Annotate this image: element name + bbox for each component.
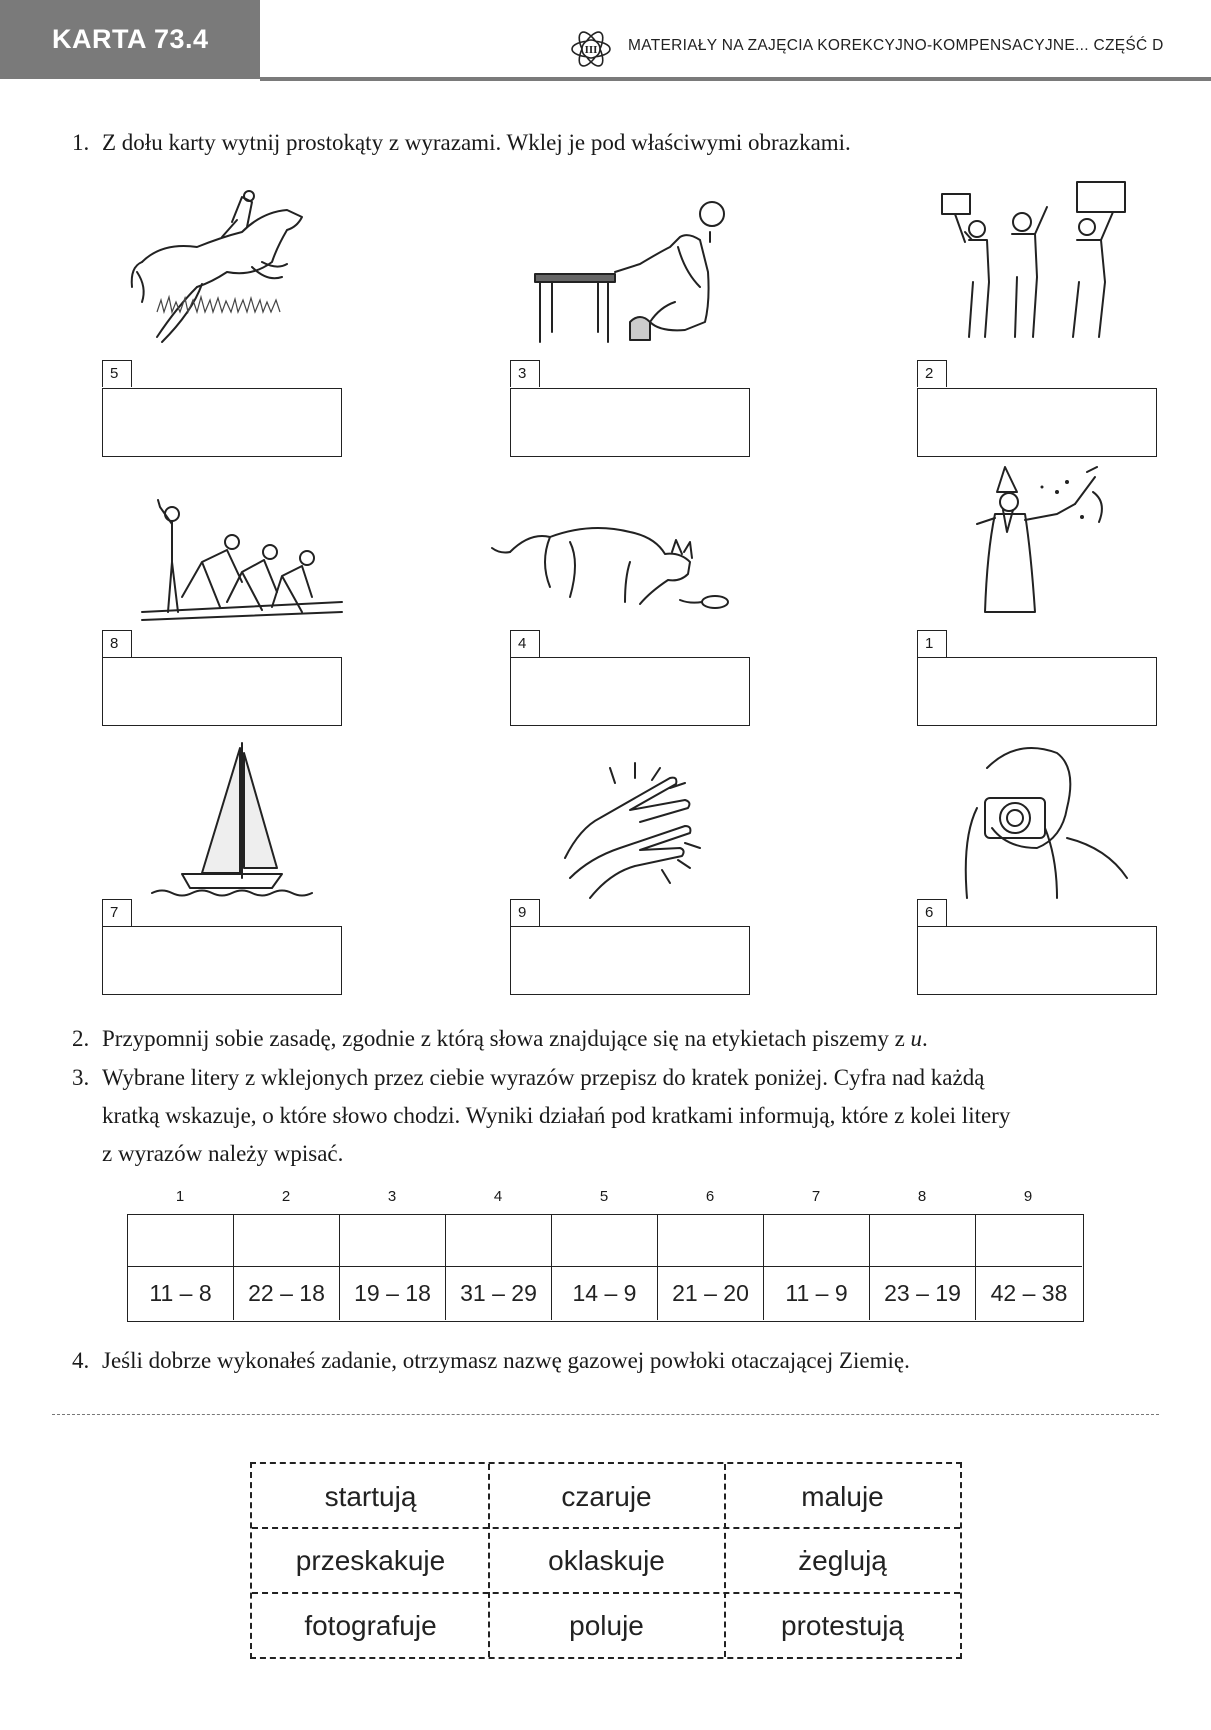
operation-cell: 22 – 18 (234, 1267, 340, 1320)
operation-cell: 31 – 29 (446, 1267, 552, 1320)
task-text-line: kratką wskazuje, o które słowo chodzi. Wyniki działań pod kratkami informują, które z kolei litery (102, 1103, 1011, 1128)
answer-box[interactable] (917, 926, 1157, 995)
task-text: Przypomnij sobie zasadę, zgodnie z którą słowa znajdujące się na etykietach piszemy z (102, 1026, 905, 1051)
man-painting-table-icon (510, 192, 750, 352)
picture-photographer (917, 738, 1157, 898)
operation-cell: 42 – 38 (990, 1280, 1068, 1306)
operation-cell: 21 – 20 (658, 1267, 764, 1320)
picture-number: 3 (510, 360, 540, 387)
answer-box[interactable] (510, 388, 750, 457)
card-label: KARTA 73.4 (0, 0, 260, 79)
clapping-hands-icon (510, 738, 750, 898)
letter-cell[interactable] (446, 1215, 552, 1267)
answer-box[interactable] (102, 926, 342, 995)
picture-number: 2 (917, 360, 947, 387)
task-number: 2. (72, 1026, 90, 1051)
photographer-icon (917, 738, 1157, 898)
word-card[interactable]: żeglują (798, 1544, 887, 1576)
picture-protesters (917, 192, 1157, 352)
column-number: 9 (1023, 1188, 1033, 1205)
publisher-logo-icon (570, 28, 612, 70)
picture-man-painting-table (510, 192, 750, 352)
column-number: 4 (493, 1188, 503, 1205)
sailboat-icon (102, 738, 342, 898)
operation-cell: 19 – 18 (340, 1267, 446, 1320)
answer-box[interactable] (917, 657, 1157, 726)
operation-cell: 11 – 9 (764, 1267, 870, 1320)
word-card[interactable]: poluje (569, 1609, 644, 1641)
series-title: MATERIAŁY NA ZAJĘCIA KOREKCYJNO-KOMPENSACYJNE... CZĘŚĆ D (628, 37, 1164, 54)
picture-clapping-hands (510, 738, 750, 898)
column-number: 5 (599, 1188, 609, 1205)
letter-cell[interactable] (658, 1215, 764, 1267)
letter-cell[interactable] (340, 1215, 446, 1267)
operation-cell: 14 – 9 (552, 1267, 658, 1320)
cut-line (52, 1414, 1159, 1415)
picture-number: 7 (102, 899, 132, 926)
picture-number: 9 (510, 899, 540, 926)
word-card[interactable]: fotografuje (304, 1609, 437, 1641)
picture-sailboat (102, 738, 342, 898)
sprinters-starting-icon (102, 462, 342, 622)
answer-box[interactable] (917, 388, 1157, 457)
task-text: Z dołu karty wytnij prostokąty z wyrazami. Wklej je pod właściwymi obrazkami. (102, 130, 851, 155)
task-text-line: Wybrane litery z wklejonych przez ciebie wyrazów przepisz do kratek poniżej. Cyfra nad każdą (102, 1065, 985, 1090)
answer-box[interactable] (510, 926, 750, 995)
answer-box[interactable] (102, 388, 342, 457)
task-number: 1. (72, 130, 90, 155)
column-number: 6 (705, 1188, 715, 1205)
task-text: Jeśli dobrze wykonałeś zadanie, otrzymasz nazwę gazowej powłoki otaczającej Ziemię. (102, 1348, 910, 1373)
word-card[interactable]: startują (324, 1480, 417, 1512)
column-number: 3 (387, 1188, 397, 1205)
task-number: 4. (72, 1348, 90, 1373)
column-number: 8 (917, 1188, 927, 1205)
task-number: 3. (72, 1065, 90, 1090)
word-card[interactable]: maluje (801, 1480, 884, 1512)
cat-hunting-mouse-icon (510, 462, 750, 622)
letter-cell[interactable] (870, 1215, 976, 1267)
task-emphasis: u (910, 1026, 923, 1051)
picture-horse-jumping (102, 192, 342, 352)
task-3 (72, 1060, 1172, 1180)
operation-cell: 11 – 8 (128, 1267, 234, 1320)
letter-cell[interactable] (128, 1215, 234, 1267)
picture-cat-hunting-mouse (510, 462, 750, 622)
picture-wizard (917, 462, 1157, 622)
horse-jumping-icon (102, 192, 342, 352)
letter-cell[interactable] (552, 1215, 658, 1267)
header-rule (260, 77, 1211, 81)
picture-number: 8 (102, 630, 132, 657)
task-tail: . (922, 1026, 928, 1051)
word-card[interactable]: czaruje (561, 1480, 652, 1512)
operation-cell: 23 – 19 (870, 1267, 976, 1320)
letter-grid (127, 1214, 1084, 1322)
column-number: 1 (175, 1188, 185, 1205)
letter-cell[interactable] (764, 1215, 870, 1267)
column-number: 7 (811, 1188, 821, 1205)
protesters-icon (917, 192, 1157, 352)
word-card[interactable]: oklaskuje (548, 1544, 665, 1576)
task-text-line: z wyrazów należy wpisać. (102, 1141, 344, 1166)
picture-number: 1 (917, 630, 947, 657)
answer-box[interactable] (102, 657, 342, 726)
wizard-icon (917, 462, 1157, 622)
answer-box[interactable] (510, 657, 750, 726)
letter-cell[interactable] (234, 1215, 340, 1267)
picture-number: 5 (102, 360, 132, 387)
logo-letters: III (584, 44, 598, 56)
picture-number: 4 (510, 630, 540, 657)
picture-number: 6 (917, 899, 947, 926)
letter-cell[interactable] (976, 1215, 1082, 1267)
word-cards (250, 1462, 962, 1659)
picture-sprinters-starting (102, 462, 342, 622)
column-number: 2 (281, 1188, 291, 1205)
word-card[interactable]: przeskakuje (295, 1544, 446, 1576)
word-card[interactable]: protestują (781, 1609, 904, 1641)
